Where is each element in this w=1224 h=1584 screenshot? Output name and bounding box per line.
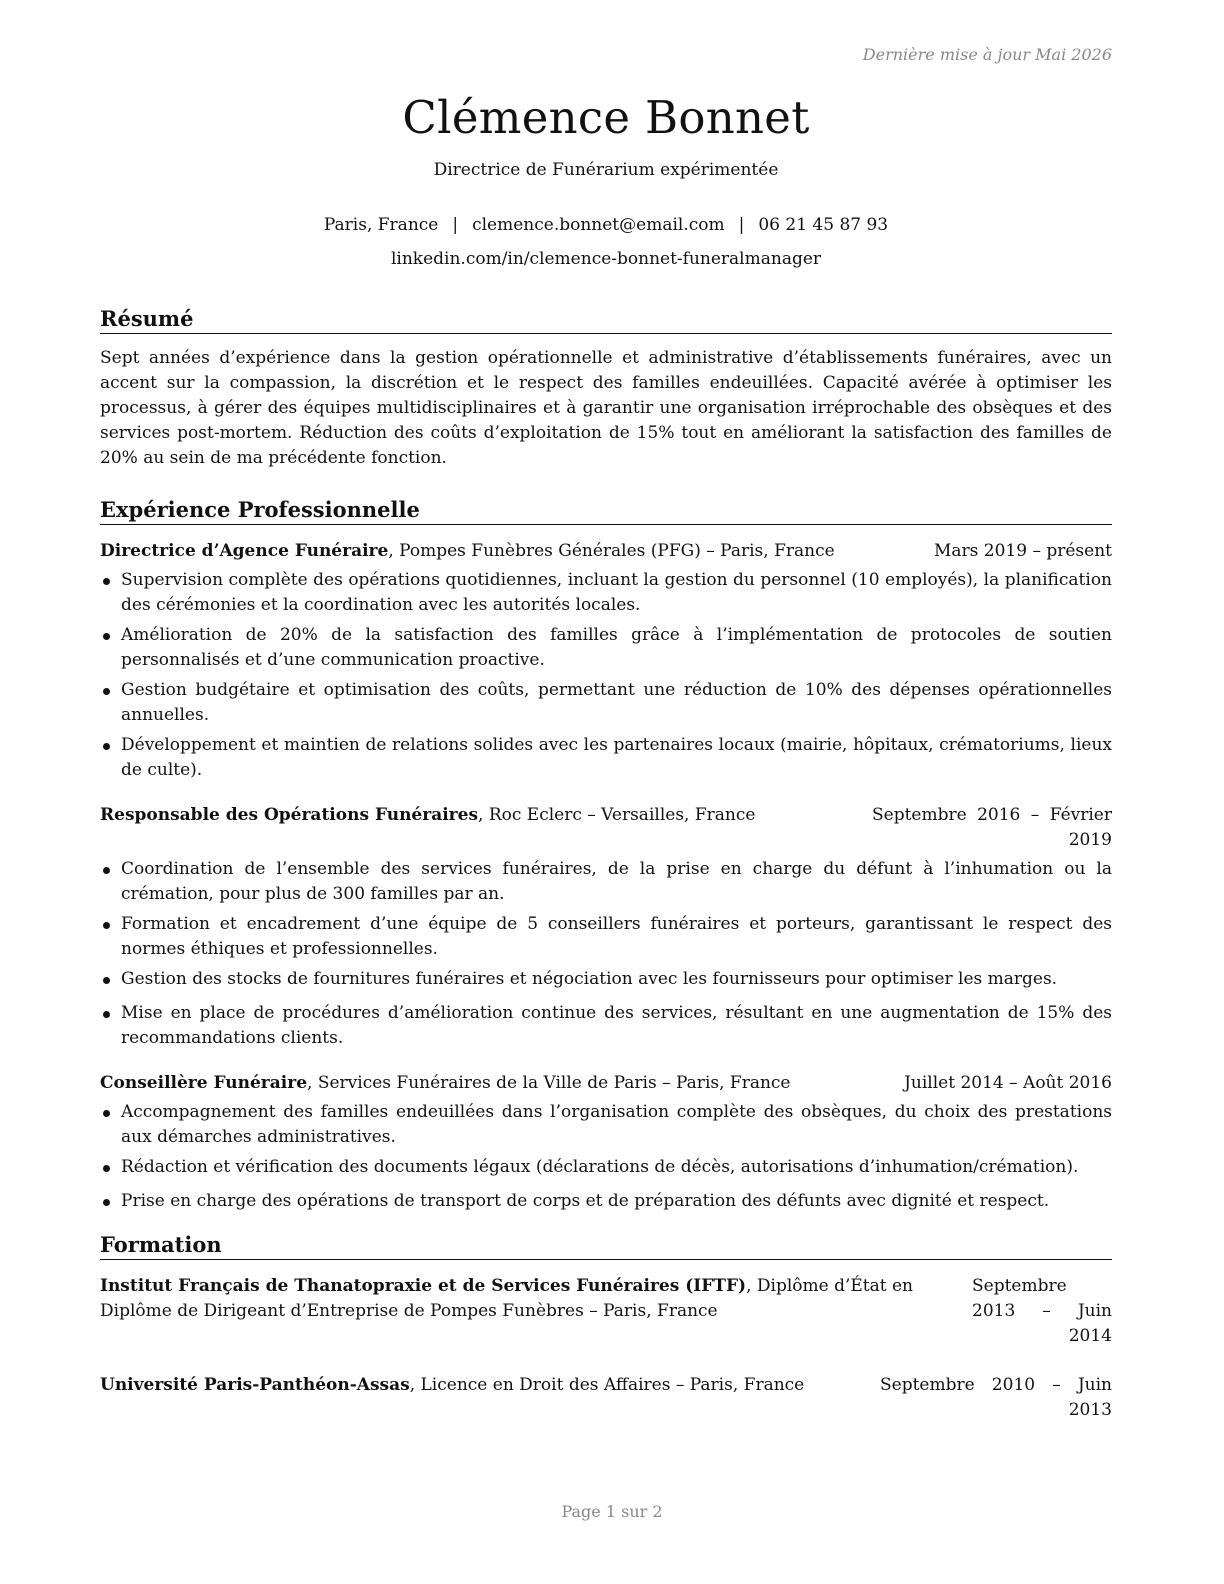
job-dates: Juillet 2014 – Août 2016	[904, 1073, 1112, 1093]
job-header	[100, 803, 1112, 853]
bullet-icon	[103, 688, 110, 695]
tagline: Directrice de Funérarium expérimentée	[433, 160, 779, 180]
section-title-education: Formation	[100, 1232, 1112, 1260]
bullet-icon	[103, 633, 110, 640]
job-org: , Roc Eclerc – Versailles, France	[478, 805, 756, 825]
job-role: Responsable des Opérations Funéraires	[100, 805, 479, 825]
contact-block	[100, 208, 1112, 276]
summary-section	[100, 306, 1112, 471]
education-detail: , Diplôme d’État en Diplôme de Dirigeant d’Entreprise de Pompes Funèbres – Paris, France	[100, 1276, 913, 1321]
education-school: Université Paris-Panthéon-Assas	[100, 1375, 410, 1395]
job-entry	[100, 803, 1112, 1051]
job-bullets	[100, 568, 1112, 783]
education-detail: , Licence en Droit des Affaires – Paris, France	[409, 1375, 805, 1395]
job-org: , Services Funéraires de la Ville de Paris – Paris, France	[307, 1073, 791, 1093]
bullet-icon	[103, 1165, 110, 1172]
contact-phone: 06 21 45 87 93	[758, 215, 889, 235]
education-dates: Septembre 2013 – Juin 2014	[972, 1276, 1112, 1346]
job-entry	[100, 539, 1112, 783]
list-item: Prise en charge des opérations de transport de corps et de préparation des défunts avec dignité et respect.	[100, 1189, 1112, 1214]
list-item: Supervision complète des opérations quotidiennes, incluant la gestion du personnel (10 employés), la planification des cérémonies et la coordination avec les autorités locales.	[100, 568, 1112, 618]
contact-location: Paris, France	[323, 215, 439, 235]
contact-linkedin[interactable]: linkedin.com/in/clemence-bonnet-funeralmanager	[390, 249, 822, 269]
job-header	[100, 1071, 1112, 1096]
list-item: Développement et maintien de relations solides avec les partenaires locaux (mairie, hôpitaux, crématoriums, lieux de culte).	[100, 733, 1112, 783]
job-org: , Pompes Funèbres Générales (PFG) – Paris, France	[388, 541, 835, 561]
bullet-icon	[103, 1011, 110, 1018]
list-item: Gestion des stocks de fournitures funéraires et négociation avec les fournisseurs pour optimiser les marges.	[100, 967, 1112, 992]
job-dates: Septembre 2016 – Février 2019	[872, 805, 1112, 850]
education-school: Institut Français de Thanatopraxie et de Services Funéraires (IFTF)	[100, 1276, 747, 1296]
last-updated: Dernière mise à jour Mai 2026	[862, 45, 1112, 64]
list-item: Accompagnement des familles endeuillées dans l’organisation complète des obsèques, du choix des prestations aux démarches administratives.	[100, 1100, 1112, 1150]
contact-line	[100, 208, 1112, 242]
bullet-icon	[103, 578, 110, 585]
education-section	[100, 1232, 1112, 1423]
summary-text: Sept années d’expérience dans la gestion opérationnelle et administrative d’établissements funéraires, avec un accent sur la compassion, la discrétion et le respect des familles endeuillées. Capacité avérée à optimiser les processus, à gérer des équipes multidisciplinaires et à garantir une organisation irréprochable des obsèques et des services post-mortem. Réduction des coûts d’exploitation de 15% tout en améliorant la satisfaction des familles de 20% au sein de ma précédente fonction.	[100, 348, 1112, 468]
job-header	[100, 539, 1112, 564]
bullet-icon	[103, 977, 110, 984]
bullet-icon	[103, 1110, 110, 1117]
job-bullets	[100, 857, 1112, 1051]
list-item: Coordination de l’ensemble des services funéraires, de la prise en charge du défunt à l’inhumation ou la crémation, pour plus de 300 familles par an.	[100, 857, 1112, 907]
candidate-name: Clémence Bonnet	[402, 91, 810, 144]
list-item: Rédaction et vérification des documents légaux (déclarations de décès, autorisations d’inhumation/crémation).	[100, 1155, 1112, 1180]
page-number: Page 1 sur 2	[561, 1502, 663, 1521]
resume-page	[100, 0, 1112, 1423]
list-item: Gestion budgétaire et optimisation des coûts, permettant une réduction de 10% des dépenses opérationnelles annuelles.	[100, 678, 1112, 728]
list-item: Amélioration de 20% de la satisfaction des familles grâce à l’implémentation de protocoles de soutien personnalisés et d’une communication proactive.	[100, 623, 1112, 673]
education-entry	[100, 1274, 1112, 1349]
bullet-icon	[103, 867, 110, 874]
bullet-icon	[103, 743, 110, 750]
experience-section	[100, 497, 1112, 1214]
contact-email[interactable]: clemence.bonnet@email.com	[472, 215, 725, 235]
education-entry	[100, 1373, 1112, 1423]
contact-separator: |	[738, 215, 745, 235]
section-title-summary: Résumé	[100, 306, 1112, 334]
list-item: Mise en place de procédures d’amélioration continue des services, résultant en une augmentation de 15% des recommandations clients.	[100, 1001, 1112, 1051]
job-role: Conseillère Funéraire	[100, 1073, 308, 1093]
bullet-icon	[103, 922, 110, 929]
education-header	[100, 1373, 1112, 1423]
job-entry	[100, 1071, 1112, 1214]
education-dates: Septembre 2010 – Juin 2013	[880, 1375, 1112, 1420]
education-header	[100, 1274, 1112, 1349]
section-title-experience: Expérience Professionnelle	[100, 497, 1112, 525]
bullet-icon	[103, 1199, 110, 1206]
contact-separator: |	[452, 215, 459, 235]
job-bullets	[100, 1100, 1112, 1214]
job-dates: Mars 2019 – présent	[933, 541, 1112, 561]
list-item: Formation et encadrement d’une équipe de 5 conseillers funéraires et porteurs, garantissant le respect des normes éthiques et professionnelles.	[100, 912, 1112, 962]
job-role: Directrice d’Agence Funéraire	[100, 541, 389, 561]
